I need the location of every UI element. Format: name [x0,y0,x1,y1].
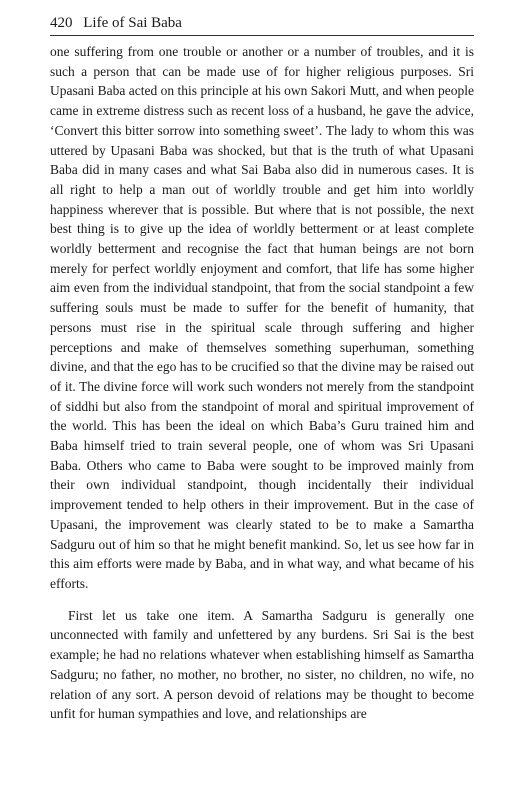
header-rule [50,35,474,36]
running-head [50,14,474,34]
body-paragraph-2: First let us take one item. A Samartha Sadguru is generally one unconnected with family and unfettered by any burdens. Sri Sai is the best example; he had no relations whatever when establishing himself as Samartha Sadguru; no father, no mother, no brother, no sister, no children, no wife, no relation of any sort. A person devoid of relations may be thought to become unfit for human sympathies and love, and relationships are [50,607,474,722]
running-title: Life of Sai Baba [83,15,182,31]
body-paragraph-1: one suffering from one trouble or another or a number of troubles, and it is such a person that can be made use of for higher religious purposes. Sri Upasani Baba acted on this principle at his own Sakori Mutt, and when people came in extreme distress such as recent loss of a husband, he gave the advice, ‘Convert this bitter sorrow into something sweet’. The lady to whom this was uttered by Upasani Baba was shocked, but that is the truth of what Upasani Baba did in many cases and what Sai Baba also did in numerous cases. It is all right to help a man out of worldly trouble and get him into worldly happiness wherever that is possible. But where that is not possible, the next best thing is to give up the idea of worldly betterment or at least complete worldly betterment and recognise the fact that human beings are not born merely for perfect worldly enjoyment and comfort, that life has some higher aim even from the individual standpoint, that from the social standpoint a few suffering souls must be made to suffer for the benefit of humanity, that persons must rise in the spiritual scale through suffering and higher perceptions and make of themselves something superhuman, something divine, and that the ego has to be crucified so that the divine may be raised out of it. The divine force will work such wonders not merely from the standpoint of siddhi but also from the standpoint of moral and spiritual improvement of the world. This has been the ideal on which Baba’s Guru trained him and Baba himself tried to train several people, one of whom was Sri Upasani Baba. Others who came to Baba were sought to be improved mainly from their own individual standpoint, though incidentally their individual improvement tended to help others in their improvement. But in the case of Upasani, the improvement was clearly stated to be to make a Samartha Sadguru out of him so that he might benefit mankind. So, let us see how far in this aim efforts were made by Baba, and in what way, and what became of his efforts. [50,44,474,591]
page-number: 420 [50,15,73,31]
